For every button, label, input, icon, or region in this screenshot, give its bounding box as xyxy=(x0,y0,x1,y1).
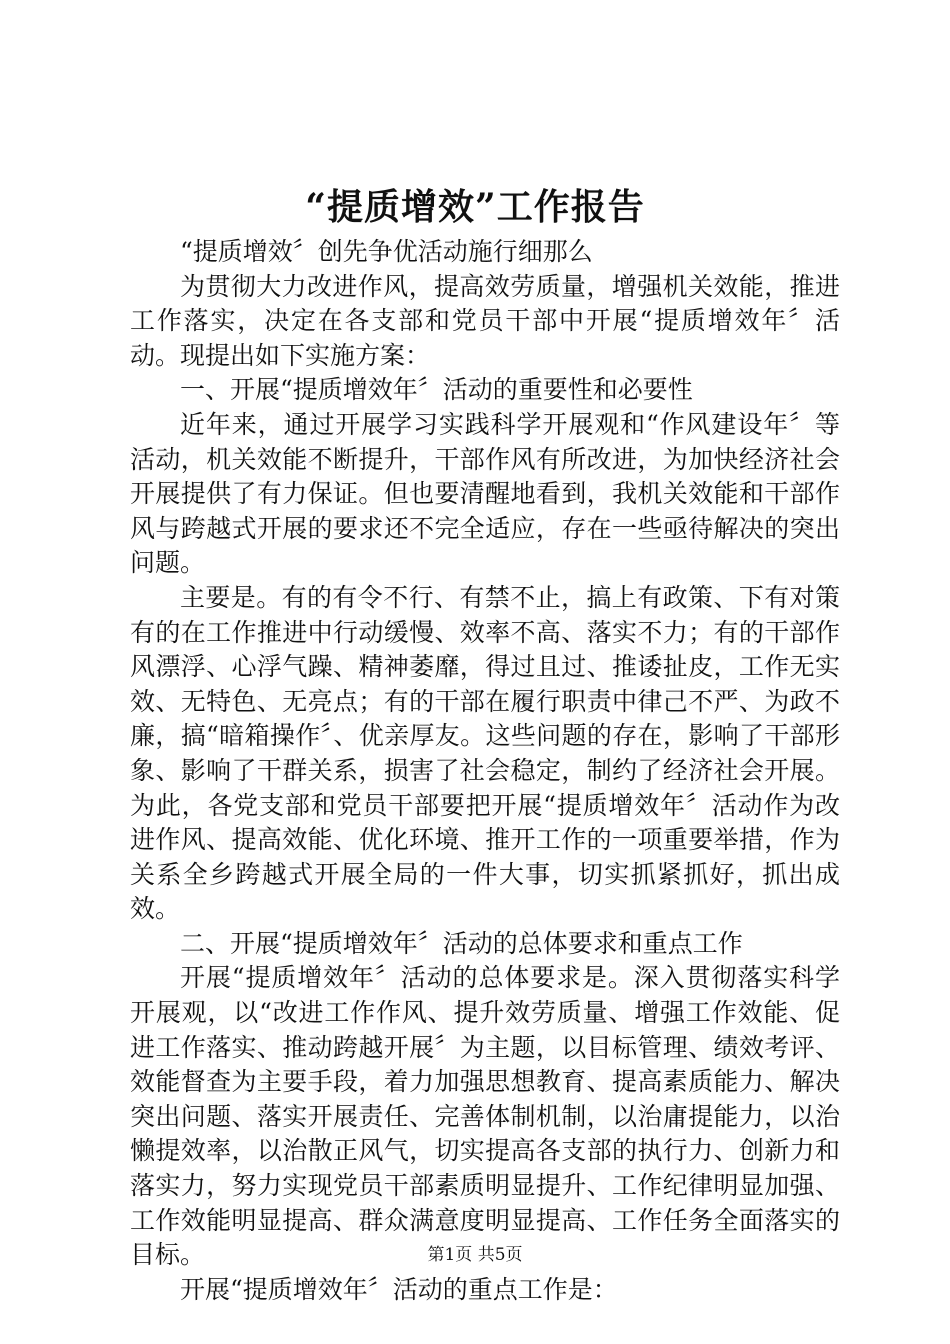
paragraph-key-work: 开展“提质增效年〞活动的重点工作是： xyxy=(180,1274,618,1304)
section-heading-1: 一、开展“提质增效年〞活动的重要性和必要性 xyxy=(180,375,693,405)
paragraph-background: 近年来，通过开展学习实践科学开展观和“作风建设年〞等活动，机关效能不断提升，干部作风有所改进，为加快经济社会开展提供了有力保证。但也要清醒地看到，我机关效能和干部作风与跨越式开展的要求还不完全适应，存在一些亟待解决的突出问题。 xyxy=(130,409,840,578)
paragraph-requirements: 开展“提质增效年〞活动的总体要求是。深入贯彻落实科学开展观，以“改进工作作风、提升效劳质量、增强工作效能、促进工作落实、推动跨越开展〞为主题，以目标管理、绩效考评、效能督查为主要手段，着力加强思想教育、提高素质能力、解决突出问题、落实开展责任、完善体制机制，以治庸提能力，以治懒提效率，以治散正风气，切实提高各支部的执行力、创新力和落实力，努力实现党员干部素质明显提升、工作纪律明显加强、工作效能明显提高、群众满意度明显提高、工作任务全面落实的目标。 xyxy=(130,963,840,1270)
document-title: “提质增效”工作报告 xyxy=(305,186,645,228)
paragraph-subtitle: “提质增效〞创先争优活动施行细那么 xyxy=(180,237,593,266)
page-number-footer: 第1页 共5页 xyxy=(427,1245,523,1265)
section-heading-2: 二、开展“提质增效年〞活动的总体要求和重点工作 xyxy=(180,928,743,958)
paragraph-intro: 为贯彻大力改进作风，提高效劳质量，增强机关效能，推进工作落实，决定在各支部和党员干部中开展“提质增效年〞活动。现提出如下实施方案： xyxy=(130,271,840,370)
document-body xyxy=(130,235,840,1307)
paragraph-problems: 主要是。有的有令不行、有禁不止，搞上有政策、下有对策有的在工作推进中行动缓慢、效率不高、落实不力；有的干部作风漂浮、心浮气躁、精神萎靡，得过且过、推诿扯皮，工作无实效、无特色、无亮点；有的干部在履行职责中律己不严、为政不廉，搞“暗箱操作〞、优亲厚友。这些问题的存在，影响了干部形象、影响了干群关系，损害了社会稳定，制约了经济社会开展。为此，各党支部和党员干部要把开展“提质增效年〞活动作为改进作风、提高效能、优化环境、推开工作的一项重要举措，作为关系全乡跨越式开展全局的一件大事，切实抓紧抓好，抓出成效。 xyxy=(130,582,840,924)
